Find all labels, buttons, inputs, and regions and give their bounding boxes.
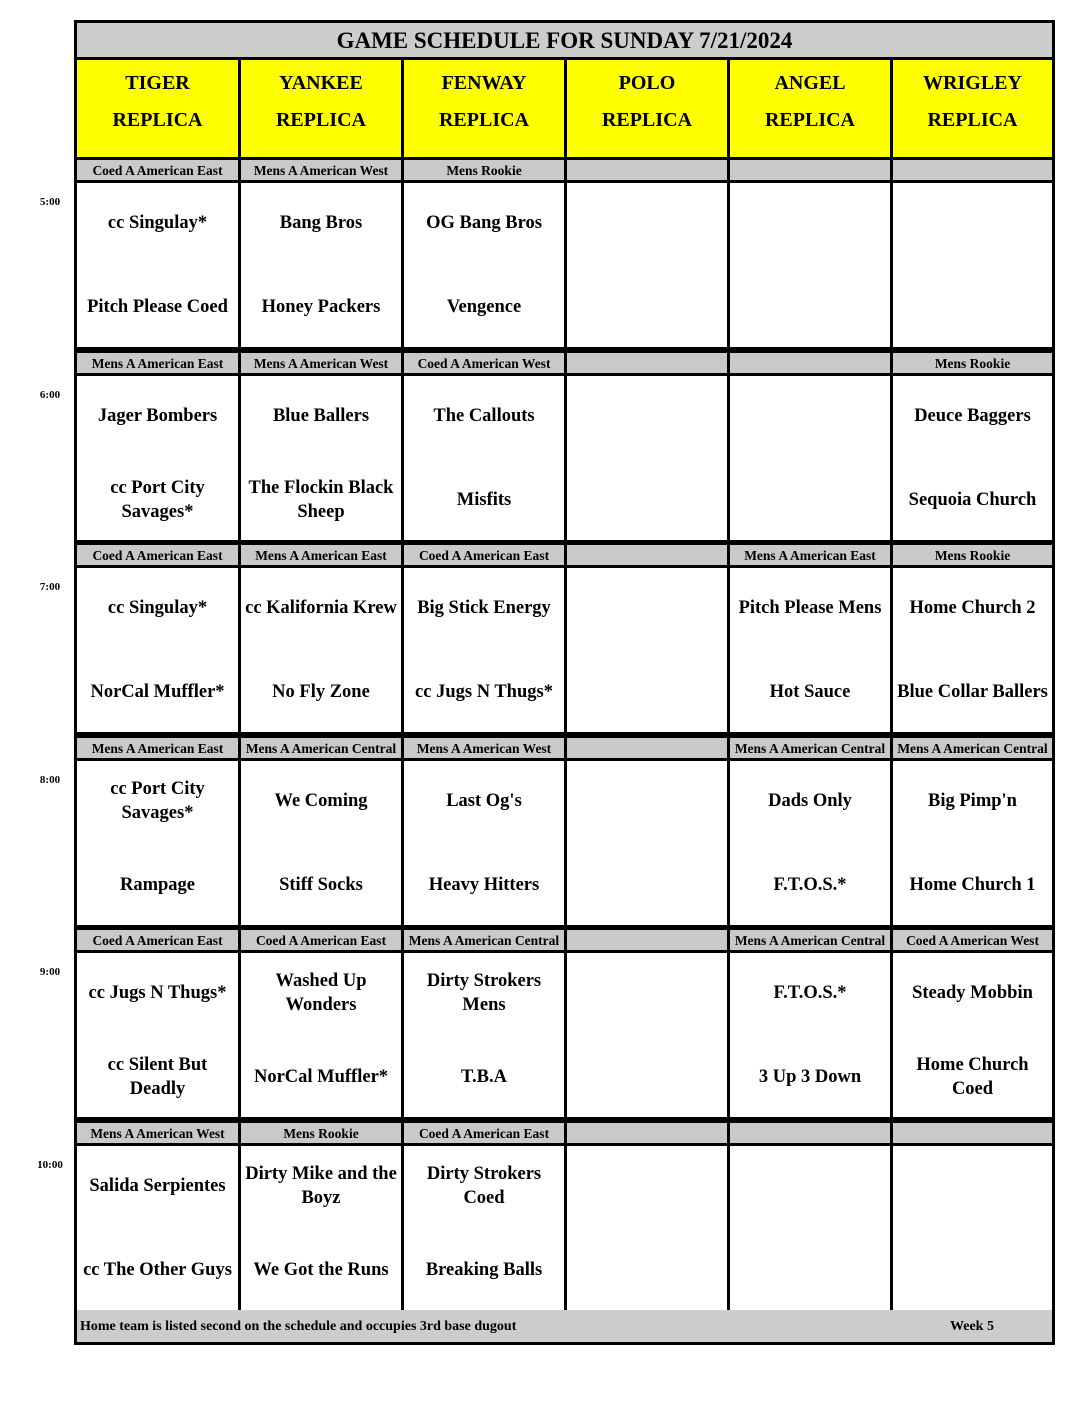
division-label: Coed A American West (893, 930, 1052, 950)
visiting-team: cc Port City Savages* (110, 779, 205, 823)
visiting-team: Deuce Baggers (914, 406, 1031, 426)
game-cell (77, 761, 238, 925)
field-header-wrigley (893, 60, 1052, 157)
home-team: Home Church 1 (909, 875, 1036, 895)
field-sub: REPLICA (764, 109, 855, 131)
visiting-team (730, 193, 890, 253)
visiting-team: cc Singulay* (107, 213, 208, 233)
division-label (730, 353, 890, 373)
game-cell (567, 183, 727, 347)
division-label: Mens Rookie (241, 1123, 401, 1143)
game-cell (730, 761, 890, 925)
field-sub: REPLICA (112, 109, 203, 131)
field-header-polo (567, 60, 727, 157)
home-team: NorCal Muffler* (90, 682, 225, 702)
visiting-team: Dirty Strokers Coed (426, 1164, 542, 1208)
visiting-team: cc Singulay* (107, 598, 208, 618)
division-label: Mens A American East (241, 545, 401, 565)
time-label: 7:00 (39, 581, 61, 593)
home-team (567, 1047, 727, 1107)
field-name: ANGEL (774, 72, 846, 94)
time-label: 9:00 (39, 966, 61, 978)
home-team (567, 662, 727, 722)
game-cell (567, 1146, 727, 1310)
home-team (730, 470, 890, 530)
home-team (567, 277, 727, 337)
division-label (893, 160, 1052, 180)
division-label: Mens A American Central (404, 930, 564, 950)
game-cell (404, 953, 564, 1117)
schedule-table (74, 20, 1055, 1345)
home-team (567, 1240, 727, 1300)
time-label: 5:00 (39, 196, 61, 208)
game-cell (730, 1146, 890, 1310)
home-team: cc Jugs N Thugs* (415, 682, 553, 702)
field-name: WRIGLEY (923, 72, 1022, 94)
visiting-team (567, 963, 727, 1023)
home-team: Blue Collar Ballers (897, 682, 1048, 702)
game-cell (567, 568, 727, 732)
division-label: Mens A American East (730, 545, 890, 565)
home-team: Heavy Hitters (428, 875, 540, 895)
field-header-tiger (77, 60, 238, 157)
game-cell (404, 376, 564, 540)
home-team: cc Silent But Deadly (107, 1055, 208, 1099)
game-cell (404, 183, 564, 347)
division-label (567, 1123, 727, 1143)
home-team: Honey Packers (261, 297, 381, 317)
game-cell (404, 761, 564, 925)
division-label: Mens A American East (77, 738, 238, 758)
game-cell (893, 568, 1052, 732)
visiting-team (567, 1156, 727, 1216)
visiting-team: We Coming (274, 791, 368, 811)
visiting-team: Salida Serpientes (89, 1176, 226, 1196)
field-name: POLO (618, 72, 676, 94)
division-label: Mens A American West (241, 160, 401, 180)
visiting-team: Bang Bros (279, 213, 363, 233)
field-sub: REPLICA (927, 109, 1018, 131)
division-label: Mens A American West (404, 738, 564, 758)
game-cell (77, 568, 238, 732)
home-team: We Got the Runs (253, 1260, 389, 1280)
division-label: Mens Rookie (893, 353, 1052, 373)
visiting-team: Dads Only (768, 791, 852, 811)
field-header-yankee (241, 60, 401, 157)
home-team: Home Church Coed (916, 1055, 1029, 1099)
schedule-title: GAME SCHEDULE FOR SUNDAY 7/21/2024 (77, 23, 1052, 57)
division-label: Mens A American West (77, 1123, 238, 1143)
home-team: T.B.A (461, 1067, 507, 1087)
home-team: Hot Sauce (769, 682, 851, 702)
division-label: Coed A American West (404, 353, 564, 373)
visiting-team: Blue Ballers (272, 406, 370, 426)
visiting-team: F.T.O.S.* (773, 983, 847, 1003)
game-cell (77, 376, 238, 540)
visiting-team: Last Og's (446, 791, 522, 811)
division-label (567, 160, 727, 180)
visiting-team: Washed Up Wonders (275, 971, 367, 1015)
game-cell (893, 953, 1052, 1117)
visiting-team (893, 193, 1052, 253)
game-cell (730, 568, 890, 732)
home-team (893, 1240, 1052, 1300)
visiting-team (567, 193, 727, 253)
visiting-team (567, 771, 727, 831)
division-label: Coed A American East (77, 160, 238, 180)
visiting-team: cc Jugs N Thugs* (88, 983, 227, 1003)
division-label (730, 160, 890, 180)
game-cell (241, 376, 401, 540)
visiting-team: Dirty Strokers Mens (426, 971, 542, 1015)
game-cell (893, 1146, 1052, 1310)
visiting-team: Dirty Mike and the Boyz (245, 1164, 397, 1208)
visiting-team: OG Bang Bros (426, 213, 542, 233)
field-header-fenway (404, 60, 564, 157)
game-cell (730, 953, 890, 1117)
home-team: Stiff Socks (279, 875, 363, 895)
field-header-angel (730, 60, 890, 157)
visiting-team (730, 386, 890, 446)
home-team (893, 277, 1052, 337)
visiting-team: cc Kalifornia Krew (245, 598, 397, 618)
visiting-team: Pitch Please Mens (738, 598, 882, 618)
visiting-team: The Callouts (433, 406, 535, 426)
field-sub: REPLICA (601, 109, 692, 131)
time-label: 6:00 (39, 389, 61, 401)
visiting-team (567, 578, 727, 638)
division-label: Coed A American East (404, 545, 564, 565)
division-label (567, 353, 727, 373)
game-cell (893, 761, 1052, 925)
home-team: cc Port City Savages* (110, 478, 205, 522)
game-cell (77, 953, 238, 1117)
division-label: Mens Rookie (893, 545, 1052, 565)
division-label: Coed A American East (404, 1123, 564, 1143)
division-label: Coed A American East (77, 545, 238, 565)
game-cell (77, 1146, 238, 1310)
home-team: Sequoia Church (908, 490, 1037, 510)
division-label: Coed A American East (241, 930, 401, 950)
home-team: F.T.O.S.* (773, 875, 847, 895)
division-label (893, 1123, 1052, 1143)
game-cell (567, 376, 727, 540)
game-cell (241, 183, 401, 347)
home-team (567, 470, 727, 530)
home-team: The Flockin Black Sheep (248, 478, 394, 522)
visiting-team: Jager Bombers (97, 406, 218, 426)
visiting-team (730, 1156, 890, 1216)
game-cell (567, 953, 727, 1117)
division-label (730, 1123, 890, 1143)
home-team (730, 277, 890, 337)
game-cell (730, 376, 890, 540)
home-team: Misfits (456, 490, 512, 510)
game-cell (404, 568, 564, 732)
field-name: YANKEE (279, 72, 363, 94)
division-label: Mens A American Central (241, 738, 401, 758)
home-team: NorCal Muffler* (253, 1067, 389, 1087)
game-cell (893, 376, 1052, 540)
game-cell (730, 183, 890, 347)
game-cell (893, 183, 1052, 347)
game-cell (241, 568, 401, 732)
home-team (567, 855, 727, 915)
game-cell (241, 761, 401, 925)
field-sub: REPLICA (438, 109, 529, 131)
division-label: Mens A American West (241, 353, 401, 373)
home-team: 3 Up 3 Down (758, 1067, 862, 1087)
division-label: Mens Rookie (404, 160, 564, 180)
visiting-team (893, 1156, 1052, 1216)
division-label: Mens A American East (77, 353, 238, 373)
division-label (567, 738, 727, 758)
game-cell (241, 1146, 401, 1310)
game-cell (241, 953, 401, 1117)
division-label (567, 545, 727, 565)
division-label: Mens A American Central (730, 930, 890, 950)
home-team: Rampage (119, 875, 196, 895)
visiting-team (567, 386, 727, 446)
time-label: 8:00 (39, 774, 61, 786)
game-cell (77, 183, 238, 347)
field-name: FENWAY (441, 72, 527, 94)
division-label (567, 930, 727, 950)
visiting-team: Home Church 2 (909, 598, 1036, 618)
home-team (730, 1240, 890, 1300)
home-team: Breaking Balls (425, 1260, 543, 1280)
game-cell (567, 761, 727, 925)
division-label: Coed A American East (77, 930, 238, 950)
home-team: cc The Other Guys (83, 1260, 232, 1280)
time-label: 10:00 (37, 1159, 63, 1171)
field-sub: REPLICA (275, 109, 366, 131)
home-team: No Fly Zone (272, 682, 370, 702)
week-label: Week 5 (950, 1319, 994, 1334)
home-team-note: Home team is listed second on the schedule and occupies 3rd base dugout (80, 1319, 517, 1334)
division-label: Mens A American Central (893, 738, 1052, 758)
visiting-team: Steady Mobbin (912, 983, 1033, 1003)
field-name: TIGER (125, 72, 190, 94)
game-cell (404, 1146, 564, 1310)
home-team: Vengence (446, 297, 522, 317)
schedule-footer (77, 1310, 1052, 1342)
division-label: Mens A American Central (730, 738, 890, 758)
home-team: Pitch Please Coed (87, 297, 228, 317)
visiting-team: Big Stick Energy (417, 598, 551, 618)
visiting-team: Big Pimp'n (928, 791, 1017, 811)
